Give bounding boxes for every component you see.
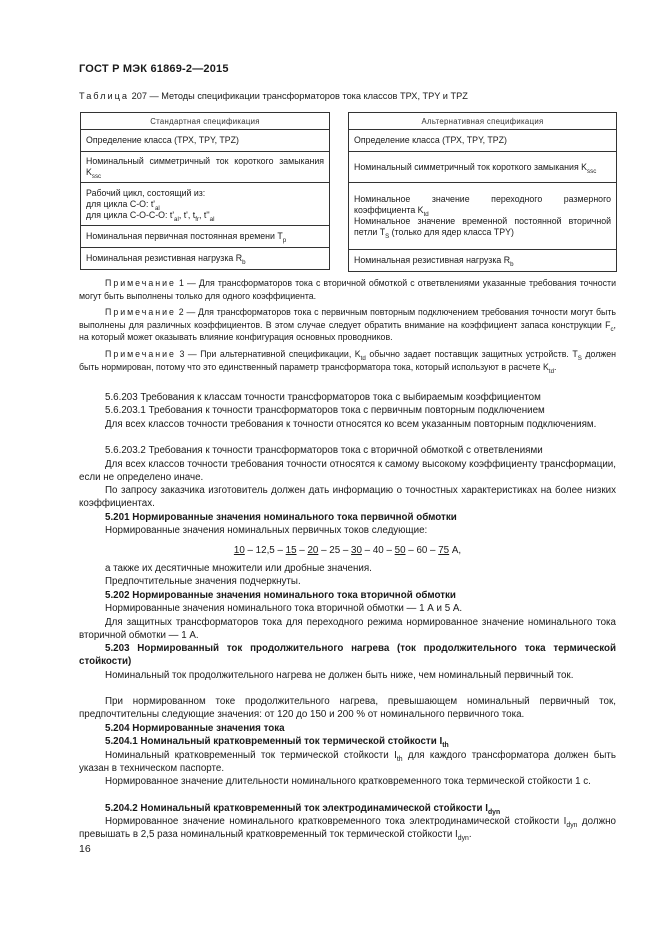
table-caption [79, 91, 468, 101]
cell-subscript: p [282, 236, 287, 244]
standard-spec-table [80, 112, 330, 270]
cell-text: для цикла С-О-С-О: $t'_{al}$, t', $t_{fr}$, $t''_{al}$ [86, 209, 215, 223]
table-cell [81, 152, 330, 183]
section-heading: 5.204 Нормированные значения тока [105, 723, 285, 734]
table-header: Альтернативная спецификация [349, 113, 617, 130]
table-cell [81, 248, 330, 270]
paragraph: Нормированное значение номинального кратковременного тока электродинамической стойкости $I_{dyn}$ должно превышать в 2,5 раза номинальный кратковременный ток термической стойкости $I_{dyn}$. [79, 816, 616, 843]
table-cell [349, 183, 617, 250]
table-cell [349, 130, 617, 152]
cell-text: Номинальное значение переходного размерного коэффициента $K_{td}$ [354, 194, 611, 218]
cell-subscript: b [510, 260, 514, 268]
note-2: Примечание 2 — Для трансформаторов тока с первичным повторным подключением требования точности могут быть выполнены для различных коэффициентов. В этом случае следует обратить внимание на коэффициент запаса конструкции $F_c$, на который может оказывать влияние конфигурация основных проводников. [79, 307, 616, 342]
note-1: Примечание 1 — Для трансформаторов тока с вторичной обмоткой с ответвлениями указанные требования точности могут быть выполнены только для одного коэффициента. [79, 278, 617, 301]
cell-subscript: ssc [91, 172, 102, 180]
paragraph: Нормированное значение длительности номинального кратковременного тока термической стойкости 1 с. [105, 776, 591, 787]
section-heading: 5.203 Нормированный ток продолжительного нагрева (ток продолжительного тока термической стойкости) [79, 643, 616, 668]
cell-text: Номинальное значение временной постоянной вторичной петли $T_S$ (только для ядер класса TPY) [354, 216, 611, 240]
page-number: 16 [79, 843, 91, 855]
cell-text: Номинальная резистивная нагрузка R [86, 253, 243, 263]
paragraph: 5.6.203.2 Требования к точности трансформаторов тока с вторичной обмоткой с ответвлениями [105, 445, 543, 456]
table-cell [349, 250, 617, 272]
standard-header: ГОСТ Р МЭК 61869-2—2015 [79, 63, 229, 75]
paragraph: а также их десятичные множители или дробные значения. [105, 563, 372, 574]
cell-text: Определение класса (ТРХ, TPY, TPZ) [354, 135, 507, 145]
table-header: Стандартная спецификация [81, 113, 330, 130]
paragraph: Нормированные значения номинального тока вторичной обмотки — 1 А и 5 А. [105, 603, 463, 614]
cell-text: Номинальная первичная постоянная времени T [86, 231, 283, 241]
paragraph: Для защитных трансформаторов тока для переходного режима нормированное значение номинального тока вторичной обмотки — 1 А. [79, 617, 616, 642]
section-heading: 5.201 Нормированные значения номинального тока первичной обмотки [105, 512, 457, 523]
paragraph: Для всех классов точности требования к точности относятся ко всем указанным повторным подключениям. [105, 419, 597, 430]
table-caption-label: Таблица [79, 91, 130, 101]
cell-text: для цикла С-О: $t'_{al}$ [86, 198, 160, 212]
section-heading: 5.202 Нормированные значения номинального тока вторичной обмотки [105, 590, 456, 601]
note-3: Примечание 3 — При альтернативной спецификации, $K_{td}$ обычно задает поставщик защитных устройств. $T_S$ должен быть нормирован, потому что это единственный параметр трансформатора тока, который используют в расчете $K_{td}$. [79, 349, 617, 375]
table-cell [81, 183, 330, 226]
cell-subscript: ssc [587, 167, 597, 175]
paragraph: Нормированные значения номинальных первичных токов следующие: [105, 525, 428, 536]
cell-text: Рабочий цикл, состоящий из: [86, 187, 206, 198]
paragraph: Для всех классов точности требования точности относятся к самому высокому коэффициенту трансформации, если не определено иначе. [79, 459, 616, 484]
paragraph: Предпочтительные значения подчеркнуты. [105, 576, 301, 587]
section-heading: 5.204.1 Номинальный кратковременный ток термической стойкости $I_{th}$ [105, 736, 449, 749]
paragraph: При нормированном токе продолжительного нагрева, превышающем номинальный первичный ток, предпочтительны следующие значения: от 120 до 150 и 200 % от номинального первичного тока. [79, 696, 616, 721]
cell-text: Номинальный симметричный ток короткого замыкания K [354, 161, 588, 172]
cell-text: Номинальная резистивная нагрузка R [354, 255, 511, 265]
paragraph: Номинальный кратковременный ток термической стойкости $I_{th}$ для каждого трансформатора должен быть указан в техническом паспорте. [79, 750, 616, 775]
table-cell [349, 152, 617, 183]
section-heading: 5.204.2 Номинальный кратковременный ток электродинамической стойкости $I_{dyn}$ [105, 803, 501, 816]
table-cell [81, 130, 330, 152]
current-series: 10 – 12,5 – 15 – 20 – 25 – 30 – 40 – 50 – 60 – 75 А, [233, 545, 462, 556]
paragraph: 5.6.203.1 Требования к точности трансформаторов тока с первичным повторным подключением [105, 405, 545, 416]
table-cell [81, 226, 330, 248]
paragraph: По запросу заказчика изготовитель должен дать информацию о точностных характеристиках на более низких коэффициентах. [79, 485, 616, 510]
table-caption-title: — Методы спецификации трансформаторов тока классов ТРХ, TPY и TPZ [146, 91, 468, 101]
cell-subscript: b [242, 258, 246, 266]
alternative-spec-table [348, 112, 617, 272]
cell-text: Номинальный симметричный ток короткого замыкания K [86, 156, 324, 177]
cell-text: Определение класса (ТРХ, TPY, TPZ) [86, 135, 239, 145]
paragraph: Номинальный ток продолжительного нагрева не должен быть ниже, чем номинальный первичный ток. [105, 670, 574, 681]
paragraph: 5.6.203 Требования к классам точности трансформаторов тока с выбираемым коэффициентом [105, 392, 541, 403]
table-caption-number: 207 [131, 91, 147, 101]
